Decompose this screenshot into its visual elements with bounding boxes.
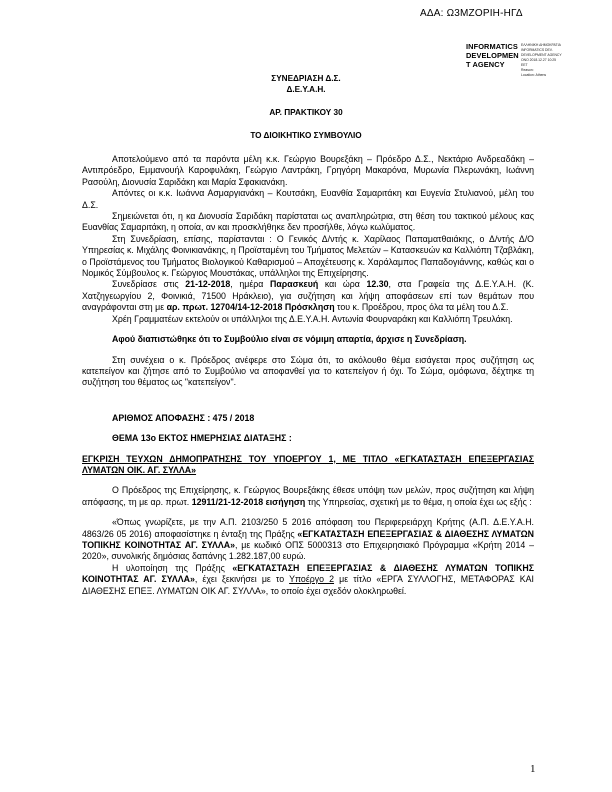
board-heading: ΤΟ ΔΙΟΙΚΗΤΙΚΟ ΣΥΜΒΟΥΛΙΟ <box>250 131 362 140</box>
page-number: 1 <box>530 763 536 775</box>
urgent-topic-paragraph: Στη συνέχεια ο κ. Πρόεδρος ανέφερε στο Σώμα ότι, το ακόλουθο θέμα εισάγεται προς συζήτηση ως κατεπείγον και ζήτησε από το Συμβούλιο να αποφανθεί για το κατεπείγον ή όχι. Το Σώμα, ομόφωνα, δέχτηκε τη συζήτηση του θέματος ως "κατεπείγον". <box>82 354 534 388</box>
organization-title: Δ.Ε.Υ.Α.Η. <box>286 85 326 94</box>
subject-heading: ΕΓΚΡΙΣΗ ΤΕΥΧΩΝ ΔΗΜΟΠΡΑΤΗΣΗΣ ΤΟΥ ΥΠΟΕΡΓΟΥ 1, ΜΕ ΤΙΤΛΟ «ΕΓΚΑΤΑΣΤΑΣΗ ΕΠΕΞΕΡΓΑΣΙΑΣ ΛΥΜΑΤΩΝ ΟΙΚ. ΑΓ. ΣΥΛΛΑ» <box>82 453 534 475</box>
minutes-number: ΑΡ. ΠΡΑΚΤΙΚΟΥ 30 <box>269 108 343 117</box>
ada-code: ΑΔΑ: Ω3ΜΖΟΡΙΗ-ΗΓΔ <box>420 8 523 19</box>
secretary-paragraph: Χρέη Γραμματέων εκτελούν οι υπάλληλοι της Δ.Ε.Υ.Α.Η. Αντωνία Φουρναράκη και Καλλιόπη Τρευλάκη. <box>112 313 513 324</box>
president-paragraph: Ο Πρόεδρος της Επιχείρησης, κ. Γεώργιος Βουρεξάκης έθεσε υπόψη των μελών, προς συζήτηση και λήψη απόφασης, τη με αρ. πρωτ. 12911/21-12-2018 εισήγηση της Υπηρεσίας, σχετική με το θέμα, η οποία έχει ως εξής : <box>82 485 534 507</box>
session-title: ΣΥΝΕΔΡΙΑΣΗ Δ.Σ. <box>271 74 341 83</box>
stamp-details: ΕΛΛΗΝΙΚΗ ΔΗΜΟΚΡΑΤΙΑ INFORMATICS DEV. DEVELOPMENT AGENCY ΟΝΟ 2018.12.27 10:25 EET Reason: Location: Athens <box>521 43 562 77</box>
subproject-reference: Υποέργο 2 <box>289 574 335 585</box>
absent-members-paragraph: Απόντες οι κ.κ. Ιωάννα Ασμαργιανάκη – Κουτσάκη, Ευανθία Σαμαριτάκη και Ευγενία Στυλιανού, μέλη του Δ.Σ. <box>82 188 534 210</box>
session-day: Παρασκευή <box>270 279 319 290</box>
quote-paragraph: «Όπως γνωρίζετε, με την Α.Π. 2103/250 5 2016 απόφαση του Περιφερειάρχη Κρήτης (Α.Π. Δ.Ε.Υ.Α.Η. 4863/26 05 2016) αποφασίστηκε η ένταξη της Πράξης «ΕΓΚΑΤΑΣΤΑΣΗ ΕΠΕΞΕΡΓΑΣΙΑΣ & ΔΙΑΘΕΣΗΣ ΛΥΜΑΤΩΝ ΤΟΠΙΚΗΣ ΚΟΙΝΟΤΗΤΑΣ ΑΓ. ΣΥΛΛΑ», με κωδικό ΟΠΣ 5000313 στο Επιχειρησιακό Πρόγραμμα «Κρήτη 2014 – 2020», συνολικής δημόσιας δαπάνης 1.282.187,00 ευρώ. <box>82 517 534 562</box>
project-title-repeat: «ΕΓΚΑΤΑΣΤΑΣΗ ΕΠΕΞΕΡΓΑΣΙΑΣ & ΔΙΑΘΕΣΗΣ ΛΥΜΑΤΩΝ ΤΟΠΙΚΗΣ ΚΟΙΝΟΤΗΤΑΣ ΑΓ. ΣΥΛΛΑ» <box>82 562 534 585</box>
session-paragraph: Συνεδρίασε στις 21-12-2018, ημέρα Παρασκευή και ώρα 12.30, στα Γραφεία της Δ.Ε.Υ.Α.Η. (Κ. Χατζηγεωργίου 2, Φοινικιά, 71500 Ηράκλειο), για συζήτηση και λήψη αποφάσεων επί των θεμάτων που αναγράφονται στη με αρ. πρωτ. 12704/14-12-2018 Πρόσκληση του κ. Προέδρου, προς όλα τα μέλη του Δ.Σ. <box>82 279 534 313</box>
document-body <box>82 154 534 597</box>
stamp-agency-label: INFORMATICS DEVELOPMEN T AGENCY <box>466 42 519 69</box>
proposal-reference: 12911/21-12-2018 εισήγηση <box>191 496 306 507</box>
implementation-paragraph: Η υλοποίηση της Πράξης «ΕΓΚΑΤΑΣΤΑΣΗ ΕΠΕΞΕΡΓΑΣΙΑΣ & ΔΙΑΘΕΣΗΣ ΛΥΜΑΤΩΝ ΤΟΠΙΚΗΣ ΚΟΙΝΟΤΗΤΑΣ ΑΓ. ΣΥΛΛΑ», έχει ξεκινήσει με το Υποέργο 2 με τίτλο «ΕΡΓΑ ΣΥΛΛΟΓΗΣ, ΜΕΤΑΦΟΡΑΣ ΚΑΙ ΔΙΑΘΕΣΗΣ ΕΠΕΞ. ΛΥΜΑΤΩΝ ΟΙΚ ΑΓ. ΣΥΛΛΑ», το οποίο έχει σχεδόν ολοκληρωθεί. <box>82 562 534 596</box>
present-members-paragraph: Αποτελούμενο από τα παρόντα μέλη κ.κ. Γεώργιο Βουρεξάκη – Πρόεδρο Δ.Σ., Νεκτάριο Ανδρεαδάκη – Αντιπρόεδρο, Εμμανουήλ Καροφυλάκη, Γεώργιο Λαντράκη, Γρηγόρη Μακαρόνα, Μυρωνία Πλερωνάκη, Ιωάννη Ρασούλη, Διονυσία Σαριδάκη και Μαρία Σφακιανάκη. <box>82 154 534 187</box>
session-date: 21-12-2018 <box>185 279 231 290</box>
substitute-note-paragraph: Σημειώνεται ότι, η κα Διονυσία Σαριδάκη παρίσταται ως αναπληρώτρια, στη θέση του τακτικού μέλους κας Ευανθίας Σαμαριτάκη, η οποία, αν και προσκλήθηκε δεν προσήλθε, λόγω κωλύματος. <box>82 211 534 233</box>
attendees-paragraph: Στη Συνεδρίαση, επίσης, παρίστανται : Ο Γενικός Δ/ντής κ. Χαρίλαος Παπαματθαιάκης, ο Δ/ντής Δ/Ο Υπηρεσίας κ. Μιχάλης Φοινικιανάκης, η Προϊσταμένη του Τμήματος Μελετών – Κατασκευών κα Καλλιόπη Τζαβλάκη, ο Προϊστάμενος του Τμήματος Βιολογικού Καθαρισμού – Αποχέτευσης κ. Χαράλαμπος Παπαδογιάννης, καθώς και ο Νομικός Σύμβουλος κ. Γεώργιος Μουστάκας, υπάλληλοι της Επιχείρησης. <box>82 233 534 279</box>
project-title: «ΕΓΚΑΤΑΣΤΑΣΗ ΕΠΕΞΕΡΓΑΣΙΑΣ & ΔΙΑΘΕΣΗΣ ΛΥΜΑΤΩΝ ΤΟΠΙΚΗΣ ΚΟΙΝΟΤΗΤΑΣ ΑΓ. ΣΥΛΛΑ» <box>82 528 534 550</box>
invitation-reference: αρ. πρωτ. 12704/14-12-2018 Πρόσκληση <box>166 302 335 313</box>
topic-heading: ΘΕΜΑ 13ο ΕΚΤΟΣ ΗΜΕΡΗΣΙΑΣ ΔΙΑΤΑΞΗΣ : <box>112 433 292 444</box>
decision-number: ΑΡΙΘΜΟΣ ΑΠΟΦΑΣΗΣ : 475 / 2018 <box>112 412 255 423</box>
quorum-statement: Αφού διαπιστώθηκε ότι το Συμβούλιο είναι σε νόμιμη απαρτία, άρχισε η Συνεδρίαση. <box>112 334 467 345</box>
session-time: 12.30 <box>366 279 389 290</box>
